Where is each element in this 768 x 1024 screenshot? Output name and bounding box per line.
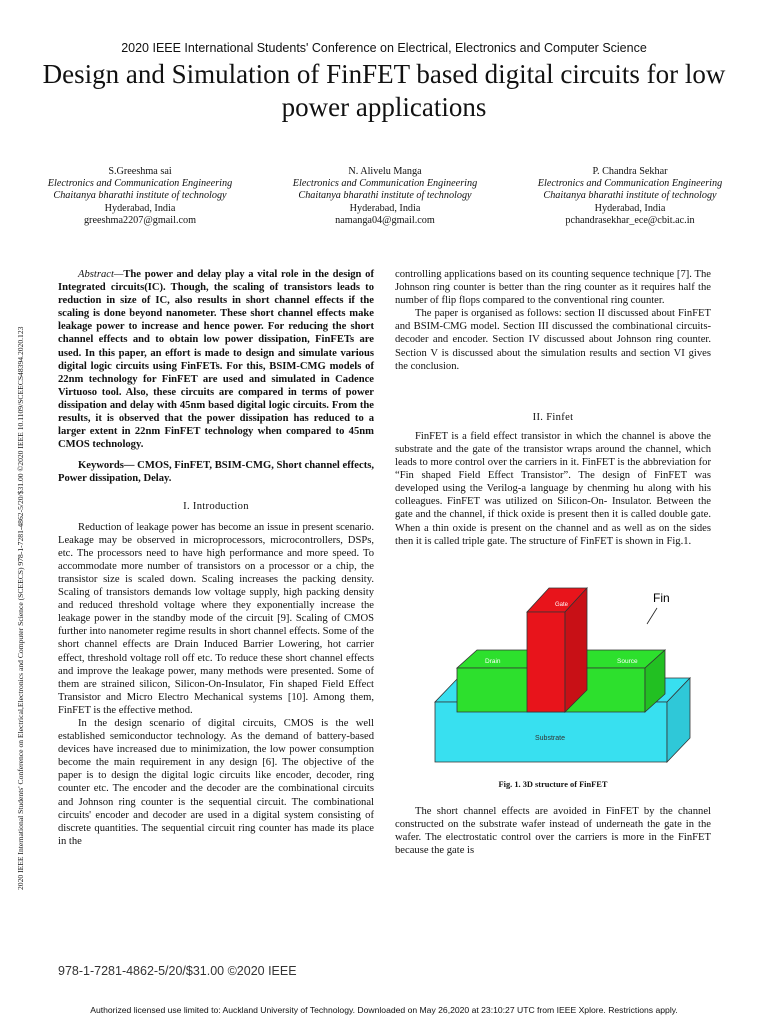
author-name: N. Alivelu Manga [348,166,422,177]
keywords [58,459,374,485]
authorization-notice: Authorized licensed use limited to: Auckland University of Technology. Downloaded on May 26,2020 at 23:10:27 UTC from IEEE Xplore. Restrictions apply. [90,1005,678,1015]
author-inst: Chaitanya bharathi institute of technology [298,190,472,202]
right-paragraph-2: The paper is organised as follows: section II discussed about FinFET and BSIM-CMG model. Section III discussed the combinational circuits-decoder and encoder. Section IV discussed about Johnson ring counter. Section V is discussed about the simulation results and section VI gives the conclusion. [395,308,711,372]
author-dept: Electronics and Communication Engineering [292,178,478,190]
right-column [395,268,711,857]
abstract-label: Abstract— [78,269,124,280]
intro-paragraph-2: In the design scenario of digital circuits, CMOS is the well established semiconductor technology. As the demand of battery-based devices have increased due to minimization, the low power consumption become the main requirement in any design [6]. The objective of the paper is to design the digital logic circuits like encoder, decoder, ring counter etc. The encoder and the decoder are the combinational circuits and Johnson ring counter is the sequential circuit. The combinational circuits' encoder and decoder are used in a digital system consisting of discrete quantities. The sequential circuit ring counter has made its place in the [58,718,374,847]
intro-paragraph-1: Reduction of leakage power has become an issue in present scenario. Leakage may be observed in microprocessors, microcontrollers, DSPs, etc. The processors need to have high performance and more speed. To accommodate more number of transistors on a processor or a chip, the transistor size is scaled down. Scaling increases the packing density. Scaling of transistors demands low voltage supply, high packing density and reduced threshold voltage where they exponentially increase the leakage power in the standby mode of the circuit [9]. Scaling of CMOS further into nanometer regime results in short channel effects. Some of the short channel effects are Drain Induced Barrier Lowering, hot carrier effect, threshold voltage roll off etc. To reduce these short channel effects and improve the leakage power, many methods were presented. Some of them are strained silicon, Silicon-On-Insulator, Fin shaped Field Effect Transistor and Micro Electro Mechanical systems [10]. Among them, FinFET is the effective method. [58,521,374,716]
abstract [58,268,374,451]
author-2 [285,166,485,227]
section-heading-finfet: II. Finfet [532,411,574,423]
gate-front [527,612,565,712]
source-label: Source [617,657,638,665]
fin-label: Fin [653,590,670,605]
finfet-paragraph-2: The short channel effects are avoided in FinFET by the channel constructed on the substrate wafer instead of underneath the gate in the wafer. The electrostatic control over the carriers is more in the FinFET because the gate is [395,805,711,857]
keywords-text: Keywords— CMOS, FinFET, BSIM-CMG, Short channel effects, Power dissipation, Delay. [58,460,374,485]
finfet-3d-diagram [395,562,711,770]
author-email[interactable]: pchandrasekhar_ece@cbit.ac.in [565,214,695,226]
sidebar-citation [4,150,28,890]
drain-label: Drain [485,657,501,665]
author-block [40,166,730,227]
author-name: P. Chandra Sekhar [592,166,668,177]
author-city: Hyderabad, India [104,202,176,214]
section-heading-introduction: I. Introduction [183,500,249,512]
finfet-paragraph-1: FinFET is a field effect transistor in which the channel is above the substrate and the gate of the transistor wraps around the channel, which leads to more control over the carriers in it. FinFET is the abbreviation for “Fin shaped Field Effect Transistor”. The design of FinFET was developed using the Verilog-a language by chenming hu along with his colleagues. FinFET was utilized on Silicon-On- Insulator. Between the gate and the channel, if thick oxide is present then it is called double gate. When a thin oxide is present on the channel and as well as on the sides then it is called triple gate. The structure of FinFET is shown in Fig.1. [395,430,711,547]
author-1 [40,166,240,227]
conference-header: 2020 IEEE International Students' Conference on Electrical, Electronics and Computer Science [121,41,647,55]
figure-caption: Fig. 1. 3D structure of FinFET [498,779,608,789]
substrate-label: Substrate [535,734,565,742]
abstract-text: The power and delay play a vital role in the design of Integrated circuits(IC). Though, the scaling of transistors leads to reduction in size of IC, also results in short channel effects if the scaling is done beyond nanometer. These short channel effects make leakage power to increase and hence power. For reducing the short channel effects and to obtain low power dissipation, FinFETs are used. In this paper, an effort is made to design and simulate various digital logic circuits using FinFETs. For this, BSIM-CMG models of 22nm technology for FinFET are used and simulated in Cadence Virtuoso tool. Also, these circuits are compared in terms of power dissipation and delay with 45nm based digital logic circuits. From the results, it is observed that the power dissipation has reduced to a larger extent in 22nm FinFET technology when compared to 45nm CMOS technology. [58,269,374,451]
author-dept: Electronics and Communication Engineering [47,178,233,190]
author-inst: Chaitanya bharathi institute of technology [543,190,717,202]
gate-label: Gate [555,601,569,608]
author-3 [530,166,730,227]
left-column [58,268,374,848]
author-email[interactable]: namanga04@gmail.com [335,214,435,226]
sidebar-citation-text: 2020 IEEE International Students' Conference on Electrical,Electronics and Computer Science (SCEECS) 978-1-7281-4862-5/20/$31.00 ©2020 IEEE 10.1109/SCEECS48394.2020.123 [16,326,25,890]
copyright-footer: 978-1-7281-4862-5/20/$31.00 ©2020 IEEE [58,964,297,978]
right-paragraph-1: controlling applications based on its counting sequence technique [7]. The Johnson ring counter is better than the ring counter as it requires half the number of flip flops compared to the conventional ring counter. [395,269,711,307]
author-dept: Electronics and Communication Engineering [537,178,723,190]
author-city: Hyderabad, India [349,202,421,214]
fin-pointer-line [647,608,657,624]
author-inst: Chaitanya bharathi institute of technology [53,190,227,202]
author-email[interactable]: greeshma2207@gmail.com [83,214,197,226]
author-name: S.Greeshma sai [108,166,172,177]
finfet-figure [395,562,711,770]
author-city: Hyderabad, India [594,202,666,214]
paper-title: Design and Simulation of FinFET based digital circuits for low power applications [42,59,726,122]
